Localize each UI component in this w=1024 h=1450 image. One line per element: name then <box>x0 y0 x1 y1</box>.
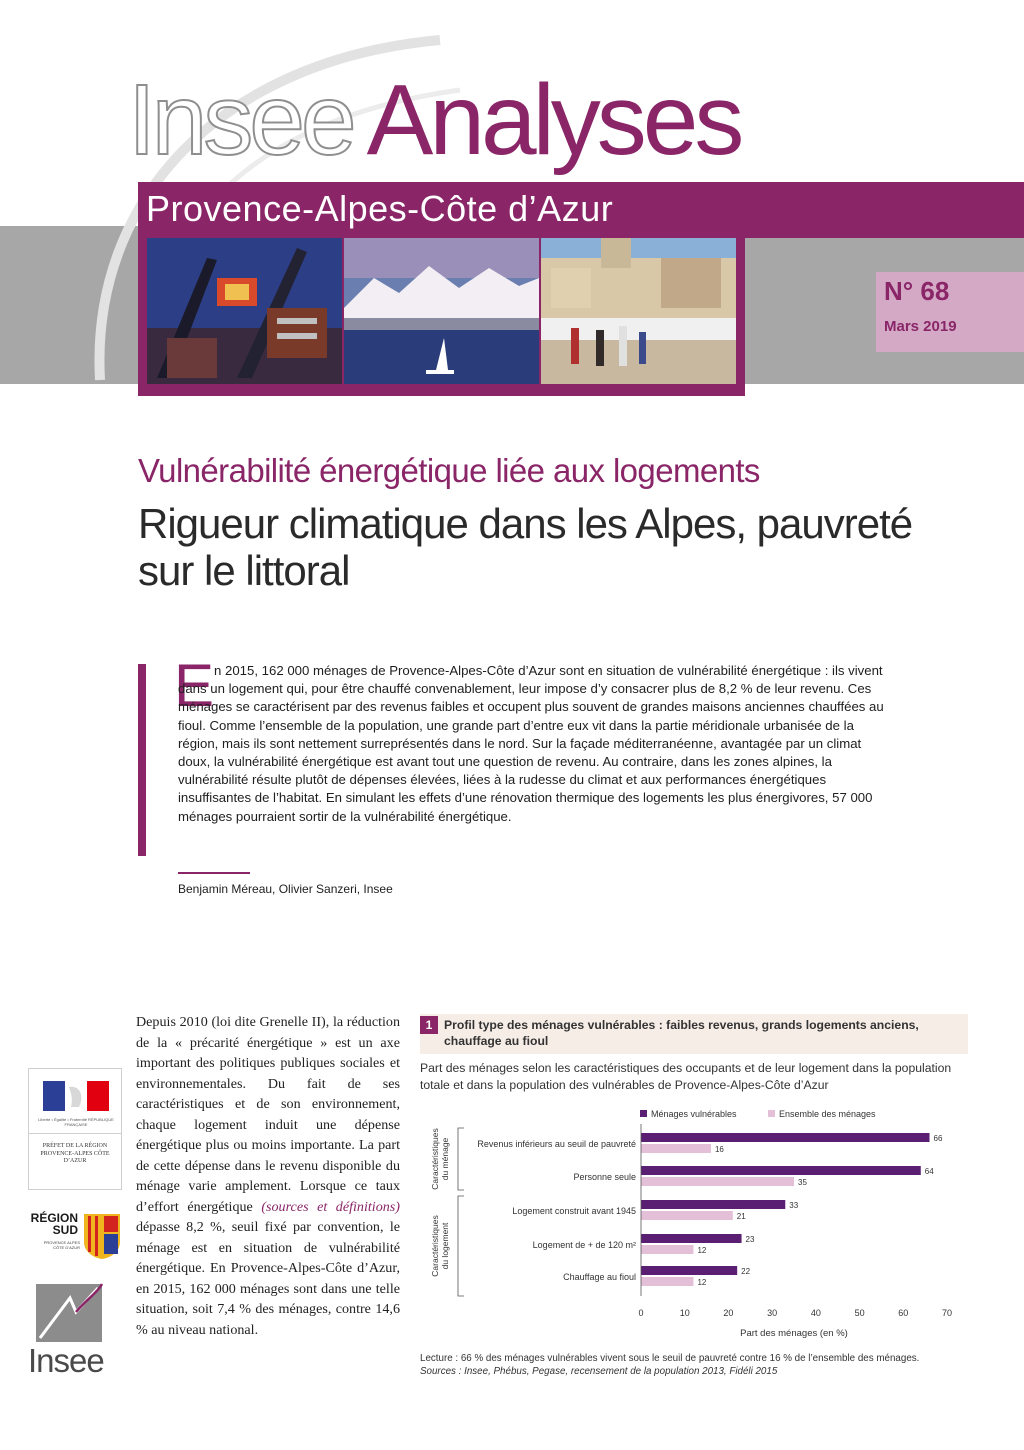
masthead-logo <box>128 64 741 176</box>
article-kicker: Vulnérabilité énergétique liée aux logements <box>138 452 760 489</box>
figure-subtitle: Part des ménages selon les caractéristiques des occupants et de leur logement dans la population totale et dans la population des vulnérables de Provence-Alpes-Côte d’Azur <box>420 1061 952 1092</box>
category-label: Logement de + de 120 m² <box>532 1240 636 1250</box>
region-name: Provence-Alpes-Côte d’Azur <box>146 188 614 229</box>
value-label: 12 <box>697 1246 707 1255</box>
group-label: Caractéristiques <box>430 1215 440 1277</box>
republic-motto: Liberté • Égalité • Fraternité RÉPUBLIQUE FRANÇAISE <box>38 1117 114 1127</box>
value-label: 23 <box>745 1235 755 1244</box>
bar <box>641 1245 693 1254</box>
bar <box>641 1144 711 1153</box>
x-tick-label: 10 <box>679 1308 690 1318</box>
insee-mark-icon <box>26 1282 124 1344</box>
issue-date: Mars 2019 <box>884 318 957 335</box>
category-label: Revenus inférieurs au seuil de pauvreté <box>477 1139 636 1149</box>
figure-note <box>420 1352 968 1378</box>
bar-chart <box>420 1100 968 1350</box>
legend-label: Ensemble des ménages <box>779 1109 876 1119</box>
x-tick-label: 50 <box>854 1308 865 1318</box>
figure-number: 1 <box>420 1016 438 1034</box>
bar <box>641 1277 693 1286</box>
prefet-label: PRÉFET DE LA RÉGION PROVENCE-ALPES CÔTE D’AZUR <box>40 1143 110 1164</box>
region-shield-icon <box>82 1212 122 1260</box>
x-tick-label: 0 <box>638 1308 644 1318</box>
brand-insee: Insee <box>128 64 353 176</box>
category-label: Personne seule <box>573 1172 636 1182</box>
value-label: 66 <box>933 1134 943 1143</box>
body-paragraph <box>136 1012 400 1340</box>
region-sud-label: RÉGION SUD <box>30 1211 78 1237</box>
figure-reading-note: Lecture : 66 % des ménages vulnérables vivent sous le seuil de pauvreté contre 16 % de l’ensemble des ménages. <box>420 1353 920 1364</box>
photo-port-cranes <box>147 238 342 384</box>
group-bracket <box>458 1128 464 1190</box>
article-headline: Rigueur climatique dans les Alpes, pauvreté sur le littoral <box>138 500 913 594</box>
group-label: du logement <box>440 1222 450 1270</box>
legend-label: Ménages vulnérables <box>651 1109 737 1119</box>
region-sud-tagline: PROVENCE ALPES CÔTE D’AZUR <box>43 1240 80 1250</box>
figure-title: Profil type des ménages vulnérables : faibles revenus, grands logements anciens, chauffage au fioul <box>444 1018 919 1048</box>
bar <box>641 1133 930 1142</box>
bar <box>641 1177 794 1186</box>
insee-wordmark: Insee <box>28 1342 104 1379</box>
x-tick-label: 40 <box>810 1308 821 1318</box>
prefet-divider <box>29 1133 121 1134</box>
bar <box>641 1166 921 1175</box>
value-label: 33 <box>789 1201 799 1210</box>
group-label: Caractéristiques <box>430 1128 440 1190</box>
bar <box>641 1266 737 1275</box>
x-tick-label: 30 <box>767 1308 778 1318</box>
value-label: 16 <box>714 1145 724 1154</box>
value-label: 64 <box>924 1167 934 1176</box>
group-label: du ménage <box>440 1137 450 1181</box>
bar <box>641 1200 785 1209</box>
author-rule <box>178 872 250 874</box>
value-label: 21 <box>736 1212 746 1221</box>
legend-swatch <box>768 1110 775 1117</box>
legend-swatch <box>640 1110 647 1117</box>
brand-analyses: Analyses <box>366 64 741 176</box>
category-label: Logement construit avant 1945 <box>512 1206 636 1216</box>
x-tick-label: 70 <box>941 1308 953 1318</box>
x-tick-label: 60 <box>898 1308 909 1318</box>
insee-logo <box>26 1282 124 1382</box>
x-tick-label: 20 <box>723 1308 734 1318</box>
category-label: Chauffage au fioul <box>563 1272 636 1282</box>
marianne-icon <box>39 1077 113 1117</box>
figure-sources: Sources : Insee, Phébus, Pegase, recensement de la population 2013, Fidéli 2015 <box>420 1366 778 1377</box>
lead-paragraph: n 2015, 162 000 ménages de Provence-Alpes-Côte d’Azur sont en situation de vulnérabilité énergétique : ils vivent dans un logement qui, pour être chauffé convenablement, leur impose d’y consacrer plus de 8,2 % de leur revenu. Ces ménages se caractérisent par des revenus faibles et occupent plus souvent de grandes maisons anciennes chauffées au fioul. Comme l’ensemble de la population, une grande part d’entre eux vit dans la partie méridionale urbanisée de la région, mais ils sont nettement surreprésentés dans le nord. Sur la façade méditerranéenne, avantagée par un climat doux, la vulnérabilité énergétique est avant tout une question de revenu. Au contraire, dans les zones alpines, la vulnérabilité résulte plutôt de dépenses élevées, liées à la rudesse du climat et aux performances énergétiques insuffisantes de l’habitat. En simulant les effets d’une rénovation thermique des logements les plus énergivores, 57 000 ménages pourraient sortir de la vulnérabilité énergétique. <box>178 663 884 824</box>
photo-strip <box>138 238 745 396</box>
region-sud-logo <box>26 1212 122 1260</box>
photo-alps-sea <box>344 238 539 384</box>
issue-number: N° 68 <box>884 276 950 306</box>
value-label: 12 <box>697 1278 707 1287</box>
x-axis-title: Part des ménages (en %) <box>740 1328 848 1339</box>
author-line: Benjamin Méreau, Olivier Sanzeri, Insee <box>178 882 393 896</box>
value-label: 35 <box>798 1178 807 1187</box>
bar <box>641 1234 742 1243</box>
sources-definitions-link[interactable]: (sources et définitions) <box>261 1198 400 1215</box>
body-text-part1: Depuis 2010 (loi dite Grenelle II), la réduction de la « précarité énergétique » est un axe important des politiques publiques sociales et environnementales. Du fait de ses caractéristiques et de son environnement, chaque logement induit une dépense énergétique plus ou moins importante. La part de cette dépense dans le revenu disponible du ménage varie amplement. Lorsque ce taux d’effort énergétique <box>136 1014 400 1215</box>
bar <box>641 1211 733 1220</box>
value-label: 22 <box>741 1267 751 1276</box>
lead-dropcap: E <box>174 652 215 719</box>
prefet-logo <box>28 1068 122 1190</box>
photo-old-port <box>541 238 736 384</box>
group-bracket <box>458 1196 464 1296</box>
lead-rule <box>138 664 146 856</box>
body-text-part2: dépasse 8,2 %, seuil fixé par convention, le ménage est en situation de vulnérabilité énergétique. En Provence-Alpes-Côte d’Azur, en 2015, 162 000 ménages sont dans une telle situation, soit 7,4 % des ménages, contre 14,6 % au niveau national. <box>136 1219 400 1338</box>
